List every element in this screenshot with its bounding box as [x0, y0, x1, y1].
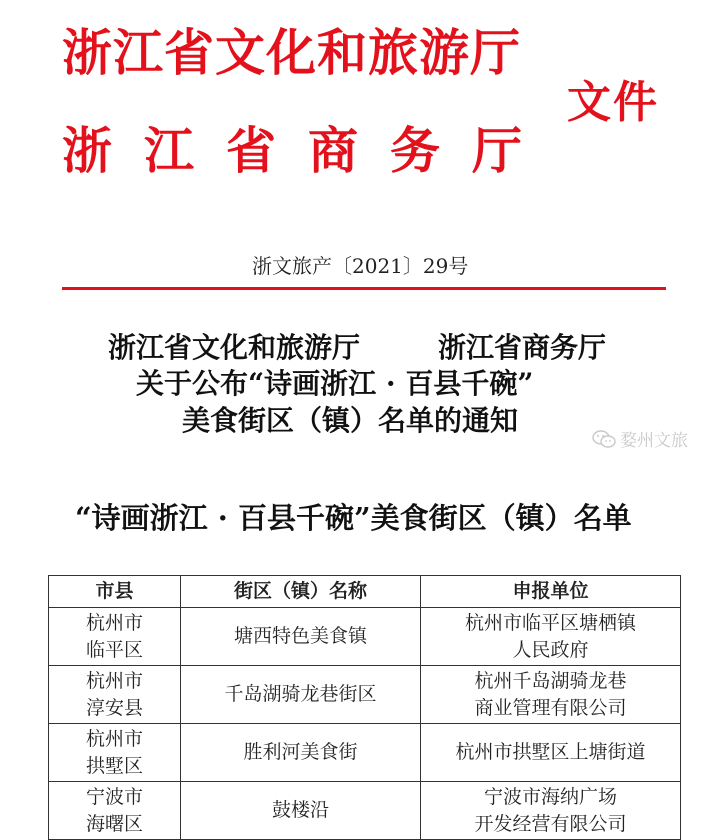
- applicant-line: 宁波市海纳广场: [483, 785, 617, 808]
- table-row: [49, 608, 681, 666]
- table-header-row: [49, 576, 681, 608]
- applicant-line: 杭州市拱墅区上塘街道: [455, 741, 646, 763]
- applicant-line: 杭州千岛湖骑龙巷: [474, 669, 627, 692]
- applicant-line: 商业管理有限公司: [474, 696, 627, 719]
- list-title: “诗画浙江 · 百县千碗”美食街区（镇）名单: [75, 501, 632, 535]
- column-header-applicant: 申报单位: [421, 576, 681, 608]
- street-name-cell: 鼓楼沿: [181, 782, 421, 840]
- county-cell: [49, 666, 181, 724]
- column-header-street-name: 街区（镇）名称: [181, 576, 421, 608]
- county-line: 淳安县: [85, 696, 143, 719]
- issuer-name-culture-tourism: 浙江省文化和旅游厅: [62, 24, 521, 82]
- county-line: 杭州市: [85, 727, 143, 750]
- table-row: [49, 724, 681, 782]
- county-line: 杭州市: [85, 669, 143, 692]
- table-row: [49, 782, 681, 840]
- county-line: 临平区: [85, 638, 143, 661]
- notice-title-issuer-1: 浙江省文化和旅游厅: [108, 331, 361, 364]
- street-name-cell: 塘西特色美食镇: [181, 608, 421, 666]
- applicant-cell: [421, 608, 681, 666]
- notice-title-issuer-2: 浙江省商务厅: [438, 331, 607, 364]
- county-line: 海曙区: [85, 812, 143, 835]
- street-name-cell: 千岛湖骑龙巷街区: [181, 666, 421, 724]
- watermark-text: 婺州文旅: [620, 431, 688, 451]
- county-line: 杭州市: [85, 611, 143, 634]
- county-cell: [49, 782, 181, 840]
- applicant-cell: [421, 666, 681, 724]
- wechat-icon: [592, 430, 616, 448]
- column-header-county: 市县: [49, 576, 181, 608]
- county-cell: [49, 724, 181, 782]
- notice-title-line-2: 关于公布“诗画浙江 · 百县千碗”: [136, 367, 534, 400]
- table-row: [49, 666, 681, 724]
- issuer-name-commerce: 浙江省商务厅: [62, 122, 554, 180]
- county-line: 宁波市: [85, 785, 143, 808]
- red-divider: [62, 287, 666, 290]
- applicant-cell: [421, 782, 681, 840]
- applicant-line: 杭州市临平区塘栖镇: [464, 611, 636, 634]
- document-number: 浙文旅产〔2021〕29号: [252, 254, 469, 278]
- watermark: [592, 426, 688, 451]
- applicant-cell: [421, 724, 681, 782]
- document-suffix: 文件: [567, 77, 659, 128]
- notice-title-line-3: 美食街区（镇）名单的通知: [182, 404, 519, 437]
- county-cell: [49, 608, 181, 666]
- food-street-table: [48, 575, 681, 840]
- street-name-cell: 胜利河美食街: [181, 724, 421, 782]
- county-line: 拱墅区: [85, 754, 143, 777]
- applicant-line: 人民政府: [512, 638, 589, 661]
- applicant-line: 开发经营有限公司: [474, 812, 627, 835]
